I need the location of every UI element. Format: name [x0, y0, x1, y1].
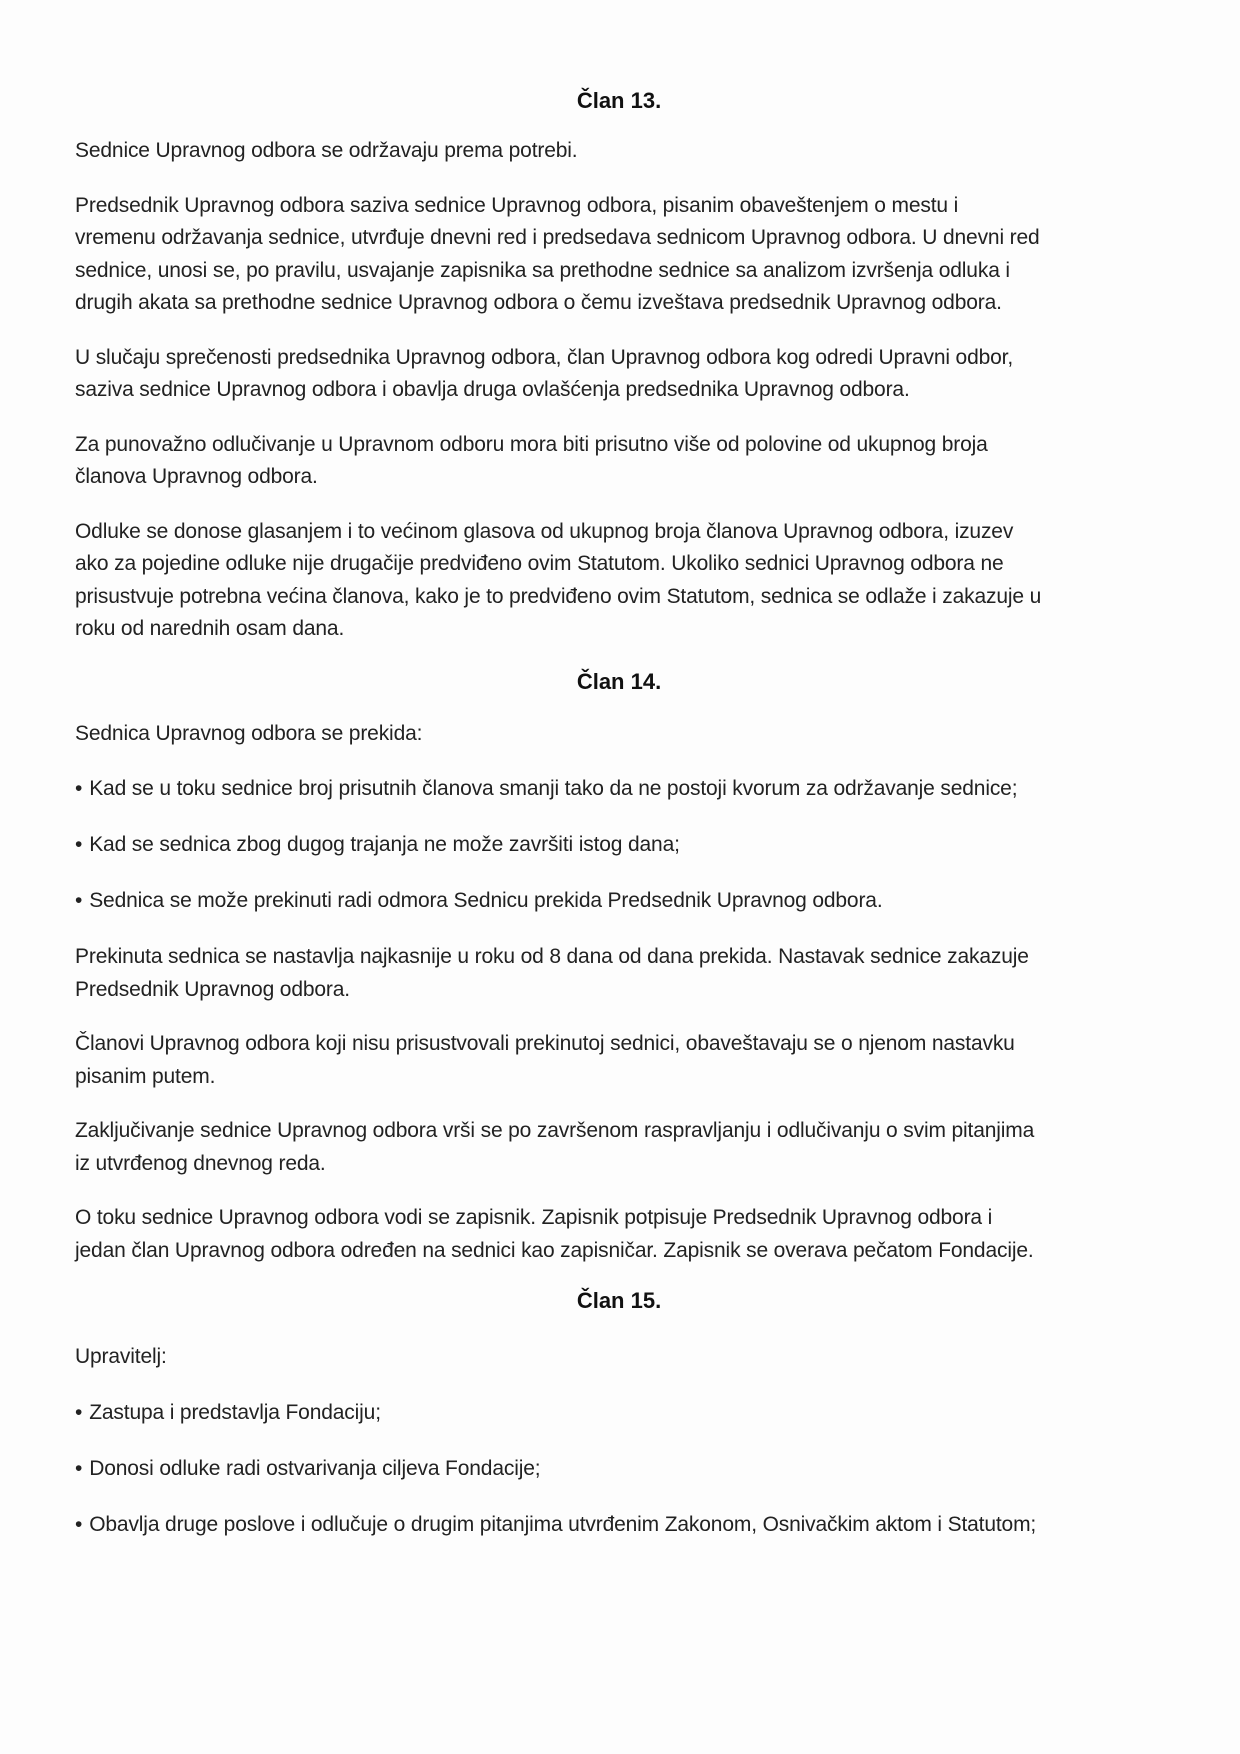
article-14-paragraph-1 — [75, 941, 1155, 1006]
text-line: Članovi Upravnog odbora koji nisu prisustvovali prekinutoj sednici, obaveštavaju se o njenom nastavku — [75, 1032, 1015, 1055]
text-line: roku od narednih osam dana. — [75, 617, 345, 640]
article-15-bullet-1 — [75, 1397, 1155, 1453]
article-14-bullet-3 — [75, 885, 1155, 941]
text-line: Za punovažno odlučivanje u Upravnom odboru mora biti prisutno više od polovine od ukupnog broja — [75, 432, 988, 456]
article-14-intro: Sednica Upravnog odbora se prekida: — [75, 721, 423, 745]
text-line: Prekinuta sednica se nastavlja najkasnije u roku od 8 dana od dana prekida. Nastavak sednice zakazuje — [75, 945, 1029, 968]
list-item: • Obavlja druge poslove i odlučuje o drugim pitanjima utvrđenim Zakonom, Osnivačkim aktom i Statutom; — [75, 1513, 1036, 1536]
text-line: pisanim putem. — [75, 1064, 216, 1088]
article-13-paragraph-3 — [75, 342, 1155, 407]
text-line: drugih akata sa prethodne sednice Upravnog odbora o čemu izveštava predsednik Upravnog odbora. — [75, 291, 1002, 314]
article-14-bullet-1 — [75, 773, 1155, 829]
article-13-paragraph-1 — [75, 135, 1155, 168]
text-line: Predsednik Upravnog odbora. — [75, 977, 350, 1001]
text-line: saziva sednice Upravnog odbora i obavlja druga ovlašćenja predsednika Upravnog odbora. — [75, 378, 910, 401]
article-14-paragraph-4 — [75, 1202, 1155, 1267]
article-15-bullet-3 — [75, 1509, 1155, 1565]
list-item: • Kad se u toku sednice broj prisutnih članova smanji tako da ne postoji kvorum za održavanje sednice; — [75, 777, 1017, 800]
text-line: sednice, unosi se, po pravilu, usvajanje zapisnika sa prethodne sednice sa analizom izvršenja odluka i — [75, 258, 1010, 282]
list-item: • Donosi odluke radi ostvarivanja ciljeva Fondacije; — [75, 1457, 540, 1480]
text-line: prisustvuje potrebna većina članova, kako je to predviđeno ovim Statutom, sednica se odlaže i zakazuje u — [75, 584, 1042, 608]
article-15-heading: Član 15. — [576, 1288, 662, 1313]
text-line: članova Upravnog odbora. — [75, 465, 318, 488]
article-13-paragraph-4 — [75, 429, 1155, 494]
text-line: jedan član Upravnog odbora određen na sednici kao zapisničar. Zapisnik se overava pečatom Fondacije. — [75, 1238, 1034, 1262]
list-item: • Kad se sednica zbog dugog trajanja ne može završiti istog dana; — [75, 833, 680, 856]
text-line: Sednice Upravnog odbora se održavaju prema potrebi. — [75, 139, 578, 162]
list-item: • Sednica se može prekinuti radi odmora Sednicu prekida Predsednik Upravnog odbora. — [75, 889, 883, 912]
text-line: iz utvrđenog dnevnog reda. — [75, 1151, 326, 1175]
article-13-heading: Član 13. — [576, 88, 662, 113]
article-14-heading: Član 14. — [576, 668, 662, 694]
text-line: Odluke se donose glasanjem i to većinom glasova od ukupnog broja članova Upravnog odbora, izuzev — [75, 519, 1014, 543]
text-line: U slučaju sprečenosti predsednika Upravnog odbora, član Upravnog odbora kog odredi Upravni odbor, — [75, 345, 1014, 369]
article-14-paragraph-3 — [75, 1115, 1155, 1180]
text-line: Predsednik Upravnog odbora saziva sednice Upravnog odbora, pisanim obaveštenjem o mestu i — [75, 193, 959, 217]
article-15-intro: Upravitelj: — [75, 1345, 167, 1368]
article-14-paragraph-2 — [75, 1028, 1155, 1093]
article-13-paragraph-2 — [75, 190, 1155, 320]
article-13-paragraph-5 — [75, 516, 1155, 646]
list-item: • Zastupa i predstavlja Fondaciju; — [75, 1401, 381, 1424]
article-15-bullet-2 — [75, 1453, 1155, 1509]
text-line: ako za pojedine odluke nije drugačije predviđeno ovim Statutom. Ukoliko sednici Upravnog odbora ne — [75, 552, 1004, 575]
text-line: O toku sednice Upravnog odbora vodi se zapisnik. Zapisnik potpisuje Predsednik Upravnog odbora i — [75, 1206, 993, 1229]
article-14-bullet-2 — [75, 829, 1155, 885]
text-line: Zaključivanje sednice Upravnog odbora vrši se po završenom raspravljanju i odlučivanju o svim pitanjima — [75, 1119, 1035, 1142]
document-body — [75, 85, 1155, 1565]
text-line: vremenu održavanja sednice, utvrđuje dnevni red i predsedava sednicom Upravnog odbora. U dnevni red — [75, 226, 1040, 249]
